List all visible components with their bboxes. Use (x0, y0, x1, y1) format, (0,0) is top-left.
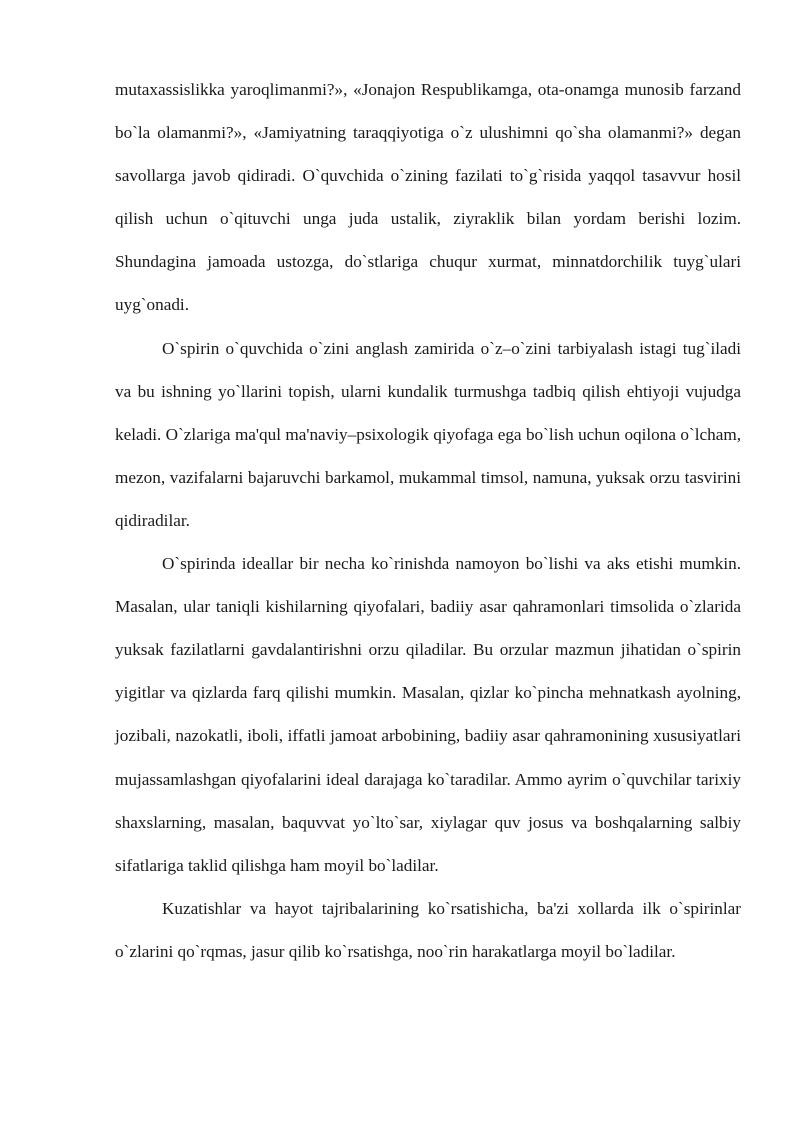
paragraph: O`spirinda ideallar bir necha ko`rinishda namoyon bo`lishi va aks etishi mumkin. Masalan, ular taniqli kishilarning qiyofalari, badiiy asar qahramonlari timsolida o`zlarida yuksak fazilatlarni gavdalantirishni orzu qiladilar. Bu orzular mazmun jihatidan o`spirin yigitlar va qizlarda farq qilishi mumkin. Masalan, qizlar ko`pincha mehnatkash ayolning, jozibali, nazokatli, iboli, iffatli jamoat arbobining, badiiy asar qahramonining xususiyatlari mujassamlashgan qiyofalarini ideal darajaga ko`taradilar. Ammo ayrim o`quvchilar tarixiy shaxslarning, masalan, baquvvat yo`lto`sar, xiylagar quv josus va boshqalarning salbiy sifatlariga taklid qilishga ham moyil bo`ladilar. (115, 554, 741, 875)
paragraph: Kuzatishlar va hayot tajribalarining ko`rsatishicha, ba'zi xollarda ilk o`spirinlar o`zlarini qo`rqmas, jasur qilib ko`rsatishga, noo`rin harakatlarga moyil bo`ladilar. (115, 898, 741, 961)
body-text (115, 68, 741, 973)
paragraph: mutaxassislikka yaroqlimanmi?», «Jonajon Respublikamga, ota-onamga munosib farzand bo`la olamanmi?», «Jamiyatning taraqqiyotiga o`z ulushimni qo`sha olamanmi?» degan savollarga javob qidiradi. O`quvchida o`zining fazilati to`g`risida yaqqol tasavvur hosil qilish uchun o`qituvchi unga juda ustalik, ziyraklik bilan yordam berishi lozim. Shundagina jamoada ustozga, do`stlariga chuqur xurmat, minnatdorchilik tuyg`ulari uyg`onadi. (115, 80, 741, 315)
paragraph: O`spirin o`quvchida o`zini anglash zamirida o`z–o`zini tarbiyalash istagi tug`iladi va bu ishning yo`llarini topish, ularni kundalik turmushga tadbiq qilish ehtiyoji vujudga keladi. O`zlariga ma'qul ma'naviy–psixologik qiyofaga ega bo`lish uchun oqilona o`lcham, mezon, vazifalarni bajaruvchi barkamol, mukammal timsol, namuna, yuksak orzu tasvirini qidiradilar. (115, 338, 741, 530)
